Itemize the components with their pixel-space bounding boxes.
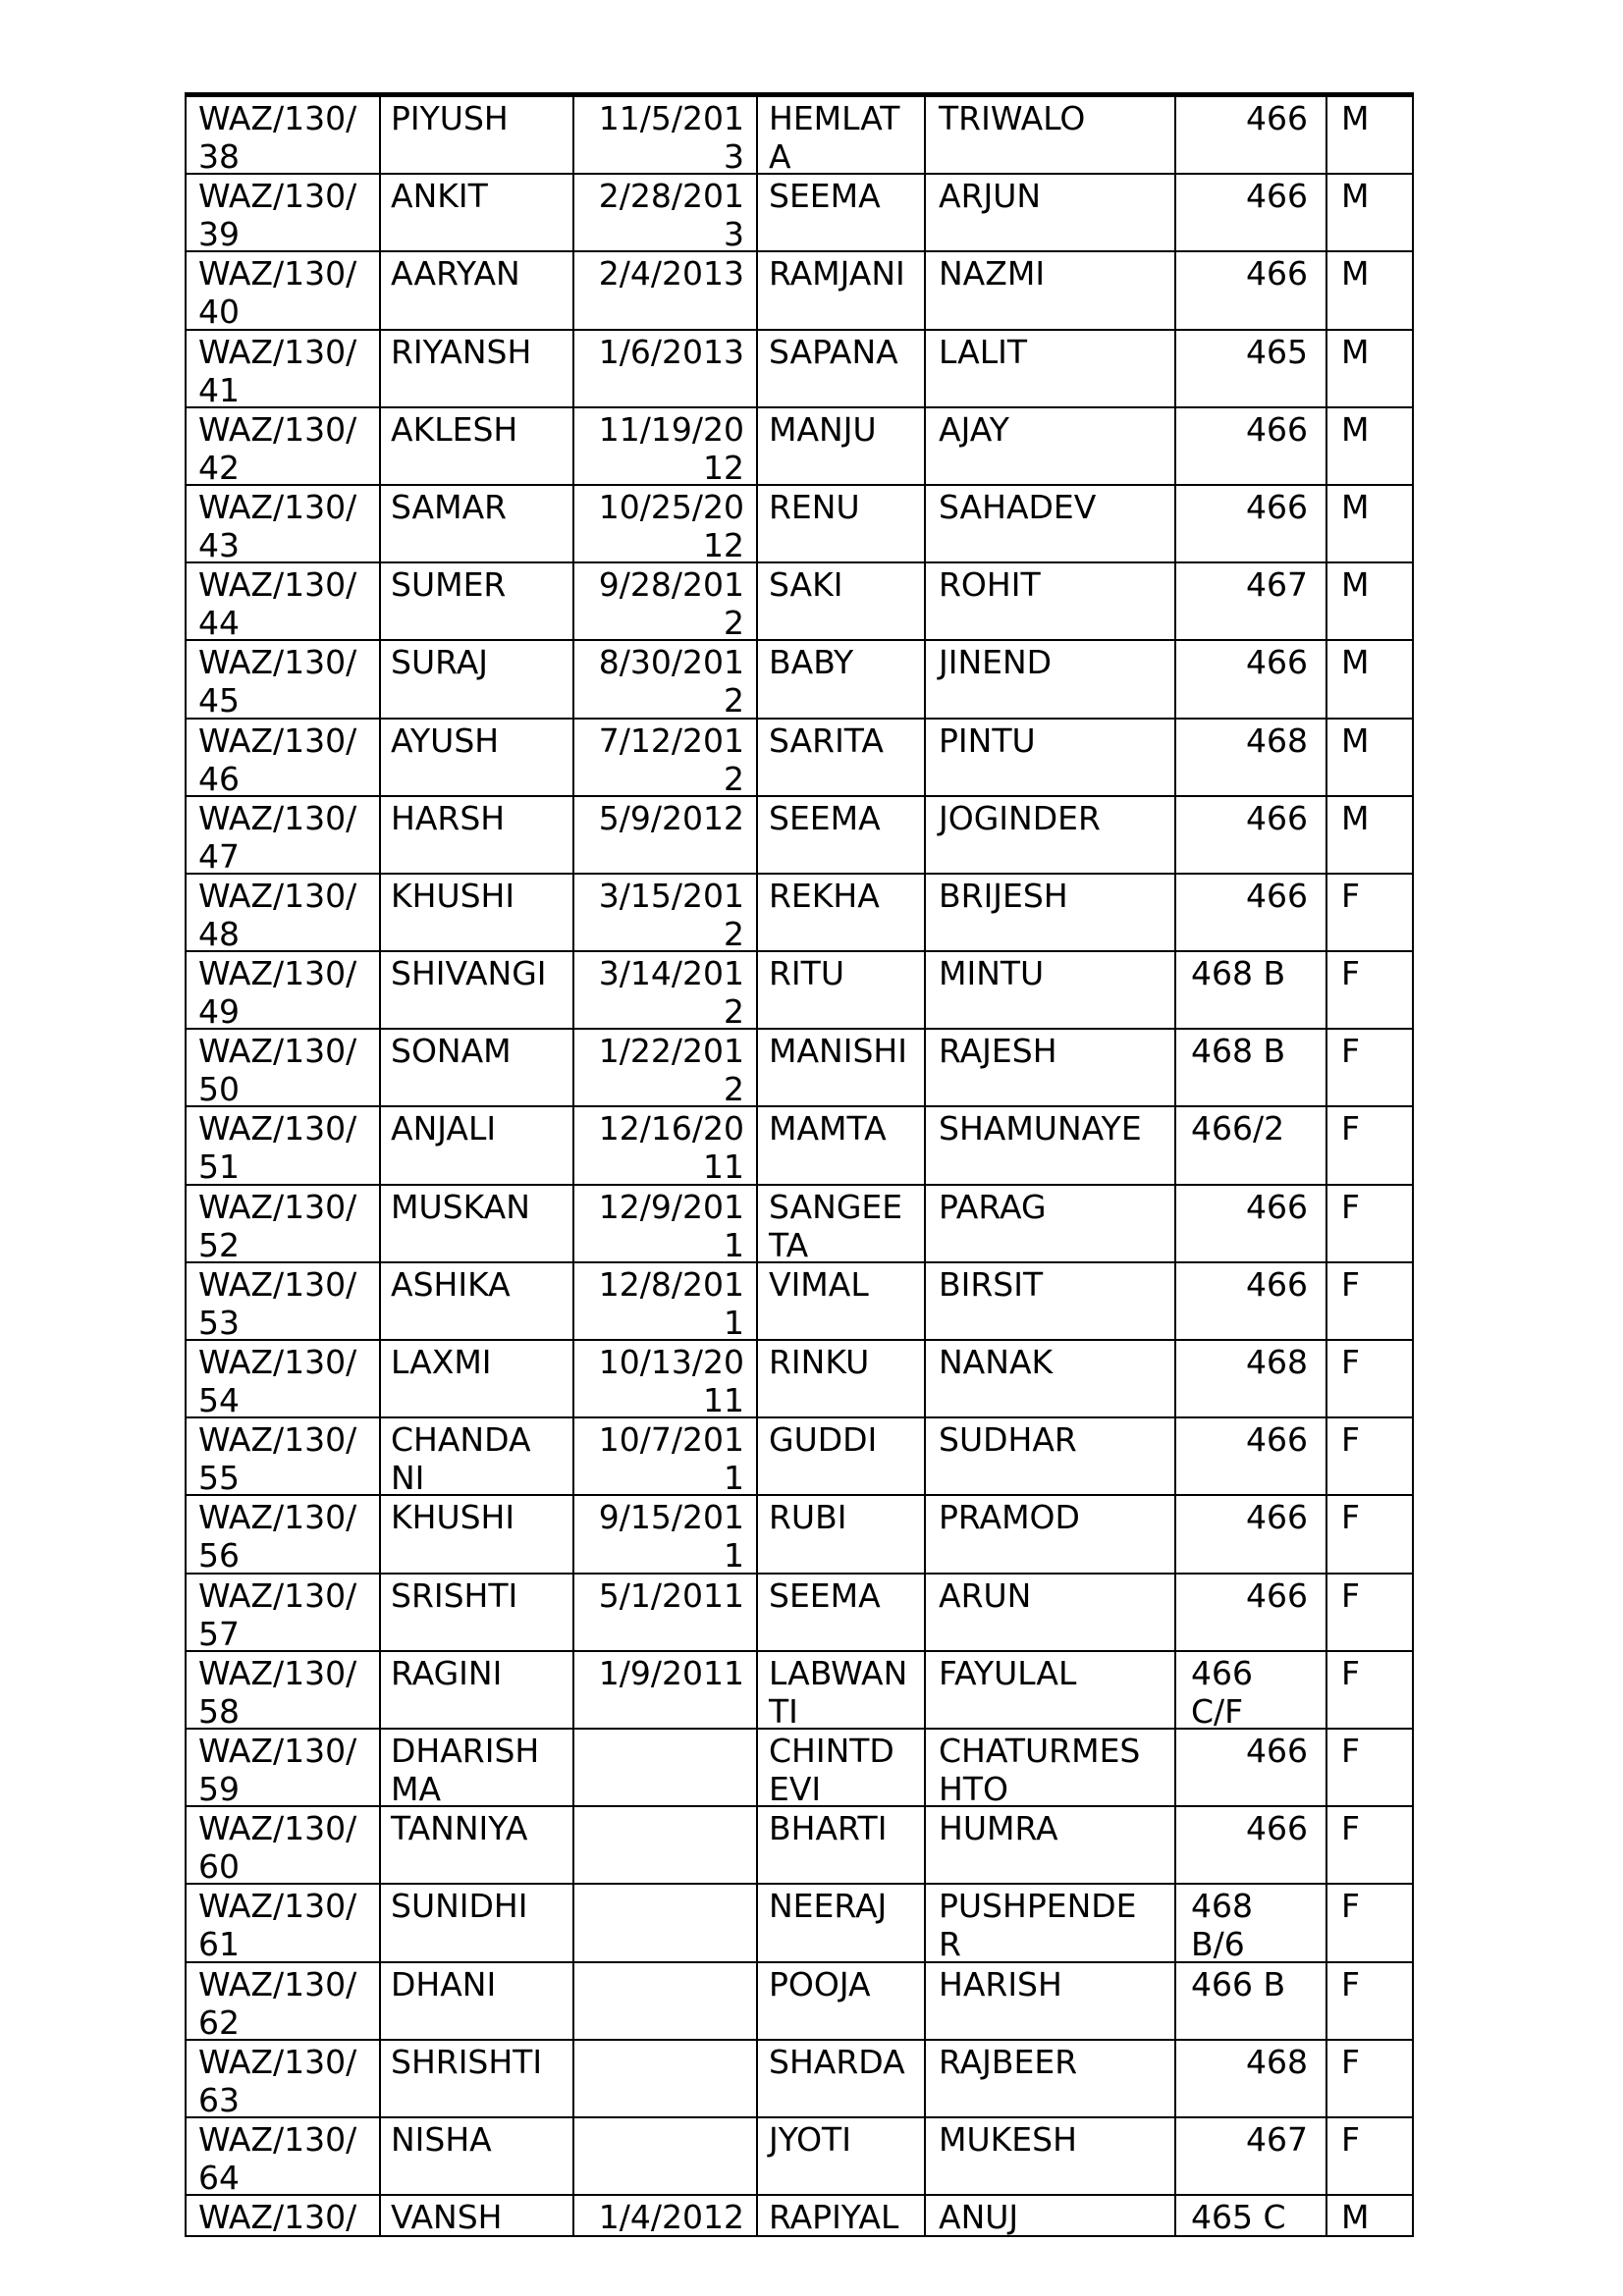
cell-date: 3/15/2012 [574,875,758,952]
cell-id: WAZ/130/46 [187,720,381,797]
cell-id: WAZ/130/64 [187,2118,381,2196]
cell-name: SUNIDHI [381,1885,574,1962]
cell-value: 465 C [1176,2196,1327,2235]
cell-id: WAZ/130/42 [187,408,381,486]
cell-id: WAZ/130/ [187,2196,381,2235]
cell-mother: VIMAL [758,1263,926,1341]
cell-father: FAYULAL [926,1652,1176,1730]
cell-date: 2/28/2013 [574,175,758,252]
cell-date: 1/22/2012 [574,1030,758,1107]
cell-gender: F [1327,1963,1412,2041]
cell-father: AJAY [926,408,1176,486]
cell-value: 466/2 [1176,1107,1327,1185]
cell-date: 10/13/2011 [574,1341,758,1418]
cell-value: 466 [1176,97,1327,175]
cell-date [574,1807,758,1885]
cell-name: SRISHTI [381,1575,574,1652]
cell-value: 466 [1176,641,1327,719]
cell-name: NISHA [381,2118,574,2196]
cell-name: VANSH [381,2196,574,2235]
cell-id: WAZ/130/51 [187,1107,381,1185]
cell-date [574,1885,758,1962]
cell-father: MUKESH [926,2118,1176,2196]
cell-name: SAMAR [381,486,574,563]
cell-father: HUMRA [926,1807,1176,1885]
cell-gender: M [1341,2198,1370,2236]
cell-date: 1/9/2011 [574,1652,758,1730]
cell-mother: SEEMA [758,175,926,252]
cell-mother: JYOTI [758,2118,926,2196]
cell-id: WAZ/130/54 [187,1341,381,1418]
cell-name: MUSKAN [381,1186,574,1263]
cell-father: SAHADEV [926,486,1176,563]
cell-value: 468 B/6 [1176,1885,1327,1962]
cell-father: MINTU [926,952,1176,1030]
cell-date: 12/16/2011 [574,1107,758,1185]
cell-value: 465 [1176,331,1327,408]
cell-gender: M [1327,486,1412,563]
cell-mother: RAPIYAL [758,2196,926,2235]
cell-value: 468 [1176,2041,1327,2118]
cell-mother: RENU [758,486,926,563]
cell-id: WAZ/130/60 [187,1807,381,1885]
cell-name: AKLESH [381,408,574,486]
cell-father: ARUN [926,1575,1176,1652]
cell-gender: M [1327,797,1412,875]
cell-gender: M [1327,563,1412,641]
cell-id: WAZ/130/49 [187,952,381,1030]
cell-name: TANNIYA [381,1807,574,1885]
cell-value: 466 [1176,1186,1327,1263]
cell-value: 466 [1176,1807,1327,1885]
cell-name: ASHIKA [381,1263,574,1341]
cell-value: 466 [1176,1730,1327,1807]
cell-id: WAZ/130/44 [187,563,381,641]
cell-gender: F [1327,1730,1412,1807]
cell-id: WAZ/130/53 [187,1263,381,1341]
cell-name: CHANDANI [381,1418,574,1496]
cell-father: PUSHPENDER [926,1885,1176,1962]
cell-date [574,2118,758,2196]
cell-father: PINTU [926,720,1176,797]
cell-gender: F [1327,1807,1412,1885]
cell-mother: SAPANA [758,331,926,408]
cell-mother: SEEMA [758,797,926,875]
cell-mother: RITU [758,952,926,1030]
cell-name: LAXMI [381,1341,574,1418]
cell-id: WAZ/130/62 [187,1963,381,2041]
cell-value: 466 B [1176,1963,1327,2041]
cell-name: SURAJ [381,641,574,719]
cell-gender: M [1327,252,1412,330]
cell-father: JINEND [926,641,1176,719]
cell-mother: GUDDI [758,1418,926,1496]
cell-father: RAJBEER [926,2041,1176,2118]
cell-value: 466 [1176,1575,1327,1652]
cell-name: KHUSHI [381,875,574,952]
cell-date [574,1963,758,2041]
cell-date: 7/12/2012 [574,720,758,797]
cell-father: PARAG [926,1186,1176,1263]
cell-value: 468 B [1176,952,1327,1030]
cell-value: 466 [1176,875,1327,952]
cell-gender: M [1327,97,1412,175]
cell-mother: NEERAJ [758,1885,926,1962]
cell-date: 5/1/2011 [574,1575,758,1652]
cell-mother: SARITA [758,720,926,797]
cell-date: 3/14/2012 [574,952,758,1030]
cell-id: WAZ/130/59 [187,1730,381,1807]
cell-date: 11/19/2012 [574,408,758,486]
cell-father: BIRSIT [926,1263,1176,1341]
cell-date [574,2041,758,2118]
cell-date: 8/30/2012 [574,641,758,719]
cell-date: 12/8/2011 [574,1263,758,1341]
cell-father: ANUJ [926,2196,1176,2235]
cell-mother: BHARTI [758,1807,926,1885]
cell-id: WAZ/130/45 [187,641,381,719]
cell-father: RAJESH [926,1030,1176,1107]
cell-id: WAZ/130/61 [187,1885,381,1962]
cell-gender: F [1327,1575,1412,1652]
cell-date [574,1730,758,1807]
cell-father: SUDHAR [926,1418,1176,1496]
cell-father: LALIT [926,331,1176,408]
cell-mother: RINKU [758,1341,926,1418]
cell-value: 468 B [1176,1030,1327,1107]
cell-name: ANKIT [381,175,574,252]
cell-name: SUMER [381,563,574,641]
cell-father: JOGINDER [926,797,1176,875]
cell-mother: POOJA [758,1963,926,2041]
cell-father: ROHIT [926,563,1176,641]
cell-gender: F [1327,952,1412,1030]
cell-gender: F [1327,2041,1412,2118]
cell-name: HARSH [381,797,574,875]
cell-id: WAZ/130/56 [187,1496,381,1574]
cell-mother: LABWANTI [758,1652,926,1730]
cell-mother: BABY [758,641,926,719]
cell-mother: HEMLATA [758,97,926,175]
cell-mother: RAMJANI [758,252,926,330]
cell-father: CHATURMESHTO [926,1730,1176,1807]
cell-id: WAZ/130/38 [187,97,381,175]
cell-name: PIYUSH [381,97,574,175]
cell-date: 1/4/2012 [574,2196,758,2235]
cell-gender: M [1327,641,1412,719]
cell-gender: M [1327,720,1412,797]
cell-date: 11/5/2013 [574,97,758,175]
cell-id: WAZ/130/40 [187,252,381,330]
cell-name: DHARISHMA [381,1730,574,1807]
cell-name: AARYAN [381,252,574,330]
cell-mother: RUBI [758,1496,926,1574]
cell-id: WAZ/130/50 [187,1030,381,1107]
cell-mother: REKHA [758,875,926,952]
cell-gender: F [1327,1652,1412,1730]
cell-mother: SAKI [758,563,926,641]
cell-gender: F [1327,1030,1412,1107]
cell-date: 9/15/2011 [574,1496,758,1574]
records-table [185,92,1414,2237]
cell-id: WAZ/130/52 [187,1186,381,1263]
cell-gender: F [1327,1885,1412,1962]
cell-value: 466 [1176,408,1327,486]
cell-id: WAZ/130/57 [187,1575,381,1652]
cell-gender: F [1327,1341,1412,1418]
cell-date: 9/28/2012 [574,563,758,641]
cell-id: WAZ/130/63 [187,2041,381,2118]
cell-value: 466 [1176,1418,1327,1496]
cell-date: 12/9/2011 [574,1186,758,1263]
cell-gender: M [1327,331,1412,408]
cell-name: SHIVANGI [381,952,574,1030]
cell-id: WAZ/130/43 [187,486,381,563]
cell-name: DHANI [381,1963,574,2041]
cell-name: SHRISHTI [381,2041,574,2118]
cell-id: WAZ/130/58 [187,1652,381,1730]
cell-value: 468 [1176,720,1327,797]
cell-date: 1/6/2013 [574,331,758,408]
cell-father: PRAMOD [926,1496,1176,1574]
cell-father: NAZMI [926,252,1176,330]
cell-id: WAZ/130/48 [187,875,381,952]
cell-gender: M [1327,175,1412,252]
cell-id: WAZ/130/55 [187,1418,381,1496]
cell-gender: M [1327,408,1412,486]
cell-name: AYUSH [381,720,574,797]
cell-name: KHUSHI [381,1496,574,1574]
cell-mother: SANGEETA [758,1186,926,1263]
cell-father: SHAMUNAYE [926,1107,1176,1185]
cell-value: 466 [1176,1263,1327,1341]
cell-name: ANJALI [381,1107,574,1185]
cell-gender: F [1327,1418,1412,1496]
cell-value: 466 [1176,1496,1327,1574]
cell-name: SONAM [381,1030,574,1107]
cell-father: HARISH [926,1963,1176,2041]
cell-father: TRIWALO [926,97,1176,175]
cell-date: 5/9/2012 [574,797,758,875]
cell-mother: MANJU [758,408,926,486]
cell-value: 466 [1176,797,1327,875]
cell-value: 467 [1176,2118,1327,2196]
cell-name: RAGINI [381,1652,574,1730]
cell-name: RIYANSH [381,331,574,408]
cell-mother: MAMTA [758,1107,926,1185]
cell-gender: F [1327,1186,1412,1263]
cell-value: 468 [1176,1341,1327,1418]
cell-father: NANAK [926,1341,1176,1418]
cell-mother: MANISHI [758,1030,926,1107]
cell-father: ARJUN [926,175,1176,252]
cell-gender: F [1327,875,1412,952]
cell-id: WAZ/130/47 [187,797,381,875]
cell-value: 466 [1176,486,1327,563]
cell-value: 467 [1176,563,1327,641]
cell-gender: F [1327,2118,1412,2196]
cell-value: 466 C/F [1176,1652,1327,1730]
cell-date: 2/4/2013 [574,252,758,330]
cell-id: WAZ/130/41 [187,331,381,408]
cell-mother: SEEMA [758,1575,926,1652]
cell-gender: F [1327,1263,1412,1341]
cell-gender: F [1327,1496,1412,1574]
cell-gender: F [1327,1107,1412,1185]
cell-date: 10/25/2012 [574,486,758,563]
cell-father: BRIJESH [926,875,1176,952]
cell-id: WAZ/130/39 [187,175,381,252]
cell-date: 10/7/2011 [574,1418,758,1496]
cell-value: 466 [1176,252,1327,330]
cell-value: 466 [1176,175,1327,252]
cell-mother: CHINTDEVI [758,1730,926,1807]
cell-mother: SHARDA [758,2041,926,2118]
